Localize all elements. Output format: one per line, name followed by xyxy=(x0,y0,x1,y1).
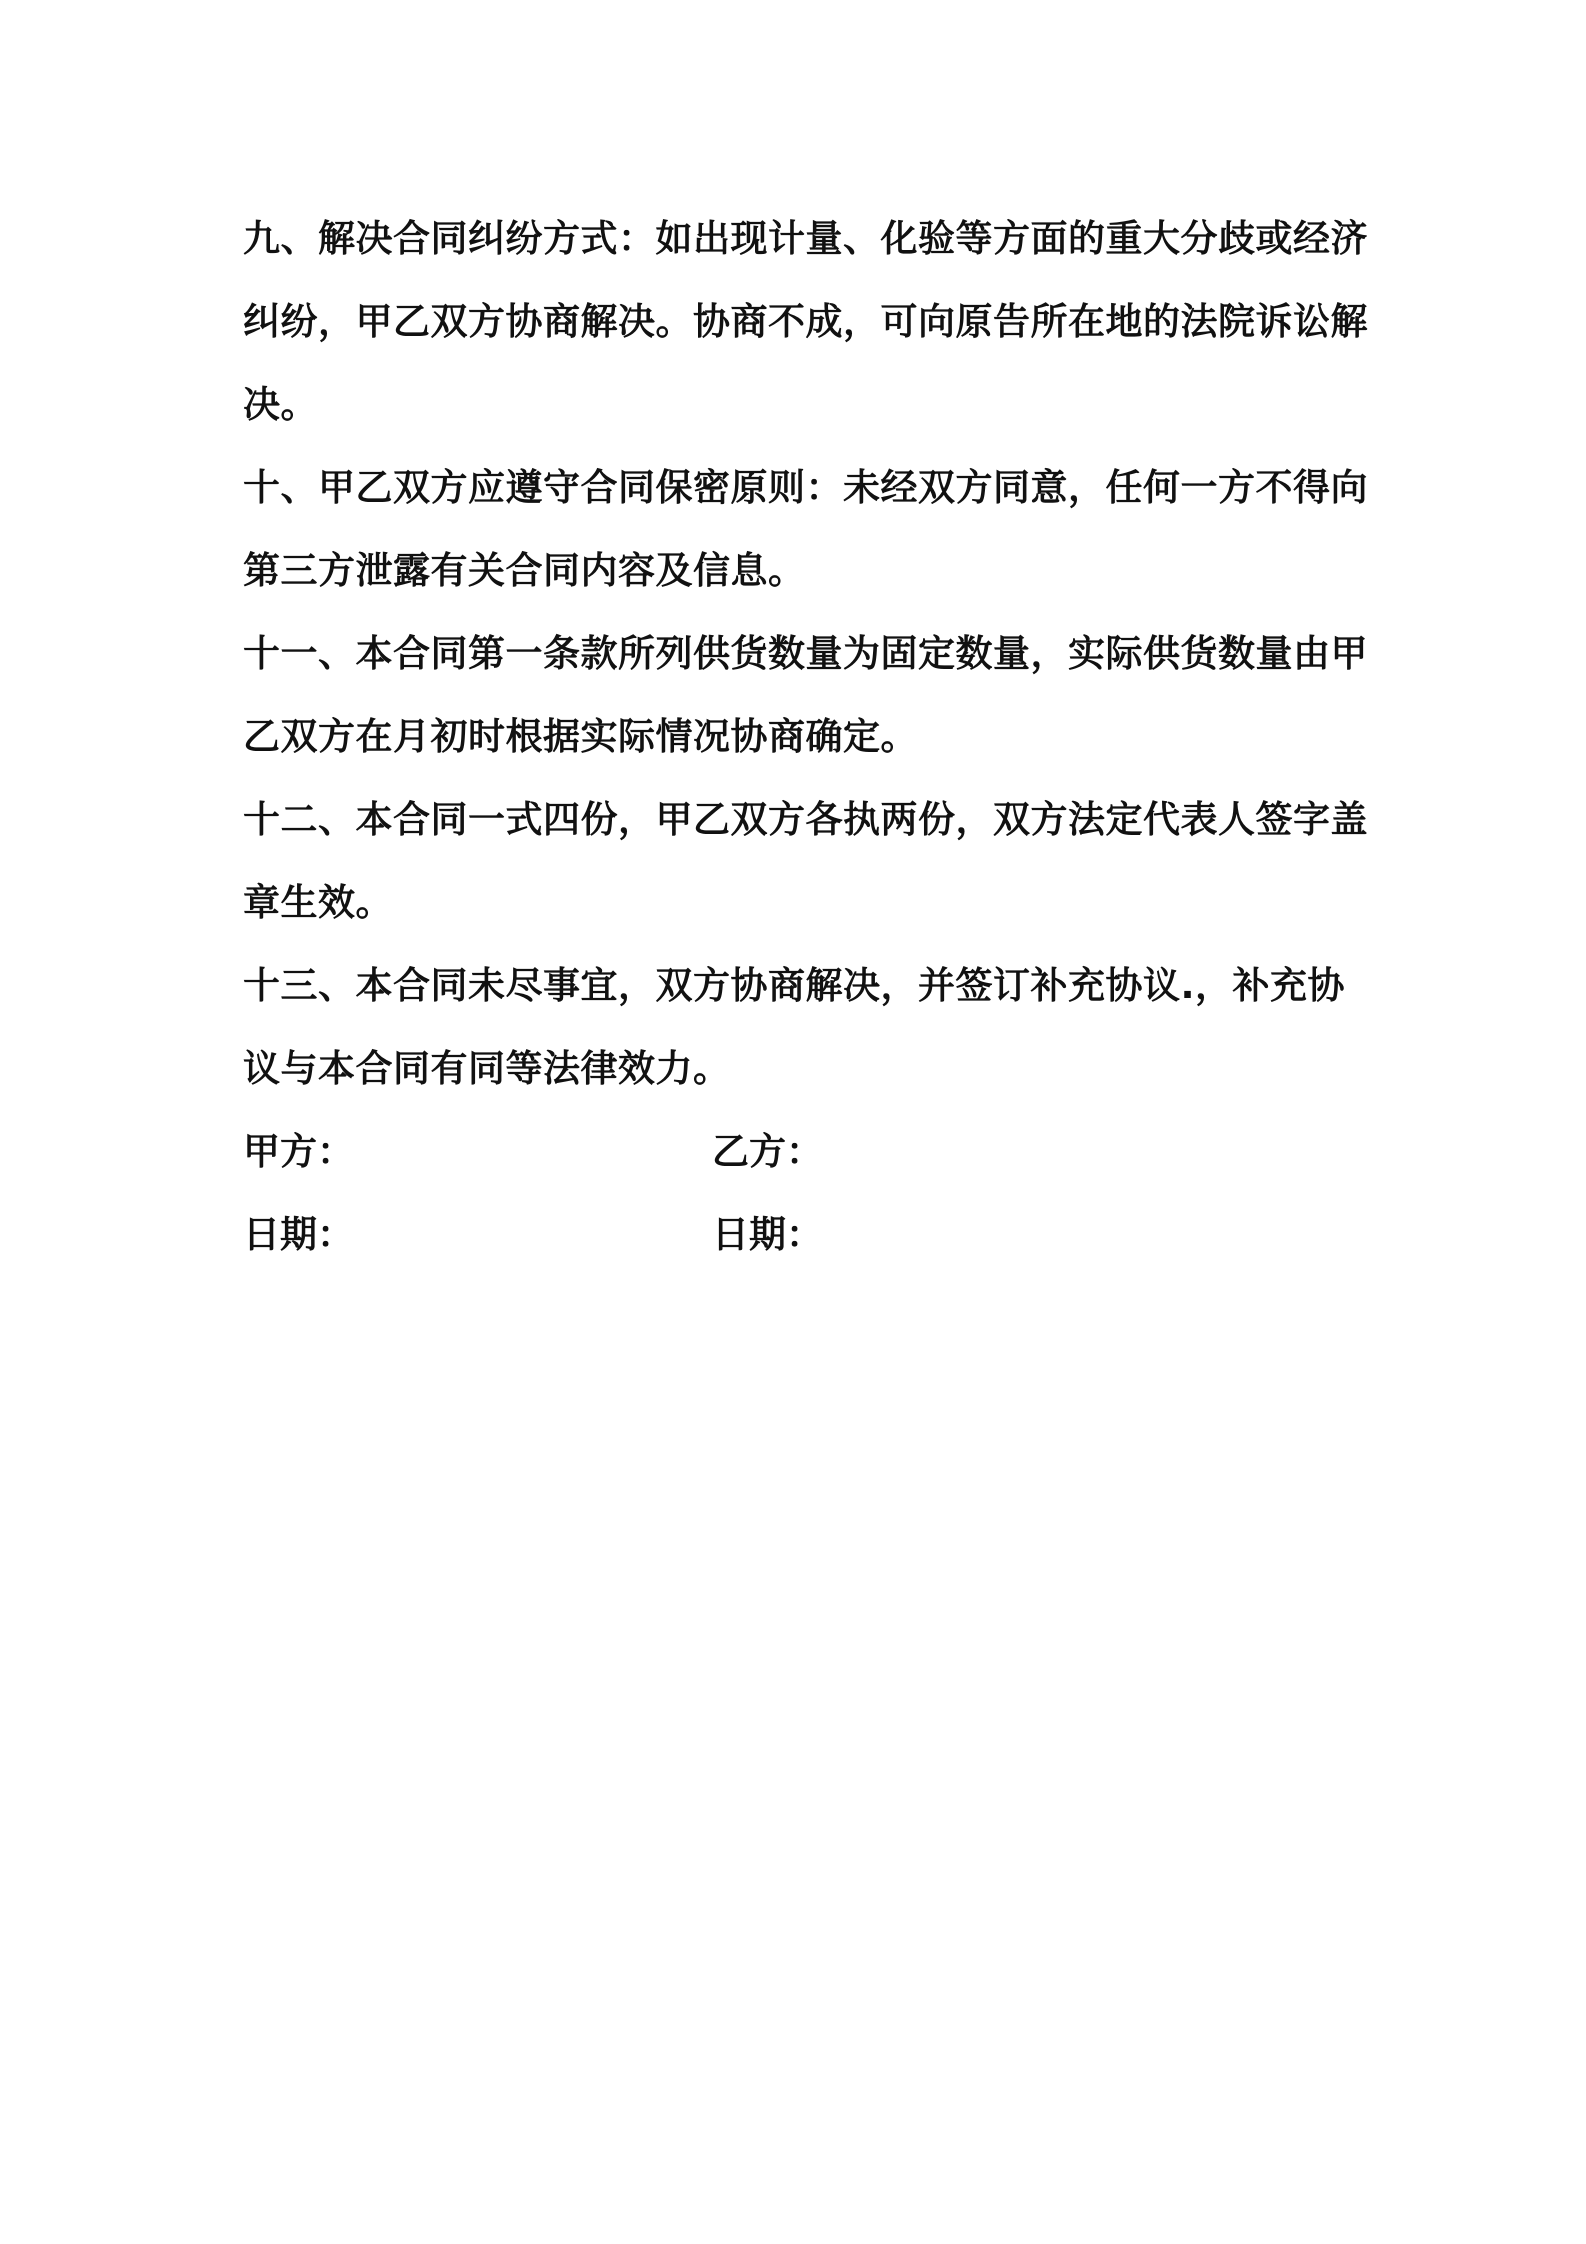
clause-line: 章生效。 xyxy=(243,881,393,924)
clause-12 xyxy=(243,778,1368,944)
clause-line: 十二、本合同一式四份，甲乙双方各执两份，双方法定代表人签字盖 xyxy=(243,798,1368,841)
clause-10 xyxy=(243,446,1368,612)
clause-line: 十一、本合同第一条款所列供货数量为固定数量，实际供货数量由甲 xyxy=(243,632,1368,675)
clause-line: 议与本合同有同等法律效力。 xyxy=(243,1047,731,1090)
party-a-label: 甲方： xyxy=(243,1130,354,1173)
clause-line: 十三、本合同未尽事宜，双方协商解决，并签订补充协议.，补充协 xyxy=(243,964,1346,1007)
clause-line: 第三方泄露有关合同内容及信息。 xyxy=(243,549,806,592)
clause-11 xyxy=(243,612,1368,778)
clause-line: 九、解决合同纠纷方式：如出现计量、化验等方面的重大分歧或经济 xyxy=(243,217,1368,260)
clause-13 xyxy=(243,944,1358,1110)
date-a-label: 日期： xyxy=(243,1213,354,1256)
signature-date-row xyxy=(243,1193,1358,1276)
clause-line: 决。 xyxy=(243,383,318,426)
clause-line: 十、甲乙双方应遵守合同保密原则：未经双方同意，任何一方不得向 xyxy=(243,466,1368,509)
signature-party-row xyxy=(243,1110,1358,1193)
clause-line: 纠纷，甲乙双方协商解决。协商不成，可向原告所在地的法院诉讼解 xyxy=(243,300,1368,343)
date-b-label: 日期： xyxy=(712,1213,823,1256)
clause-9 xyxy=(243,197,1368,446)
party-b-label: 乙方： xyxy=(712,1130,823,1173)
clause-line: 乙双方在月初时根据实际情况协商确定。 xyxy=(243,715,918,758)
document-body xyxy=(243,197,1368,1276)
